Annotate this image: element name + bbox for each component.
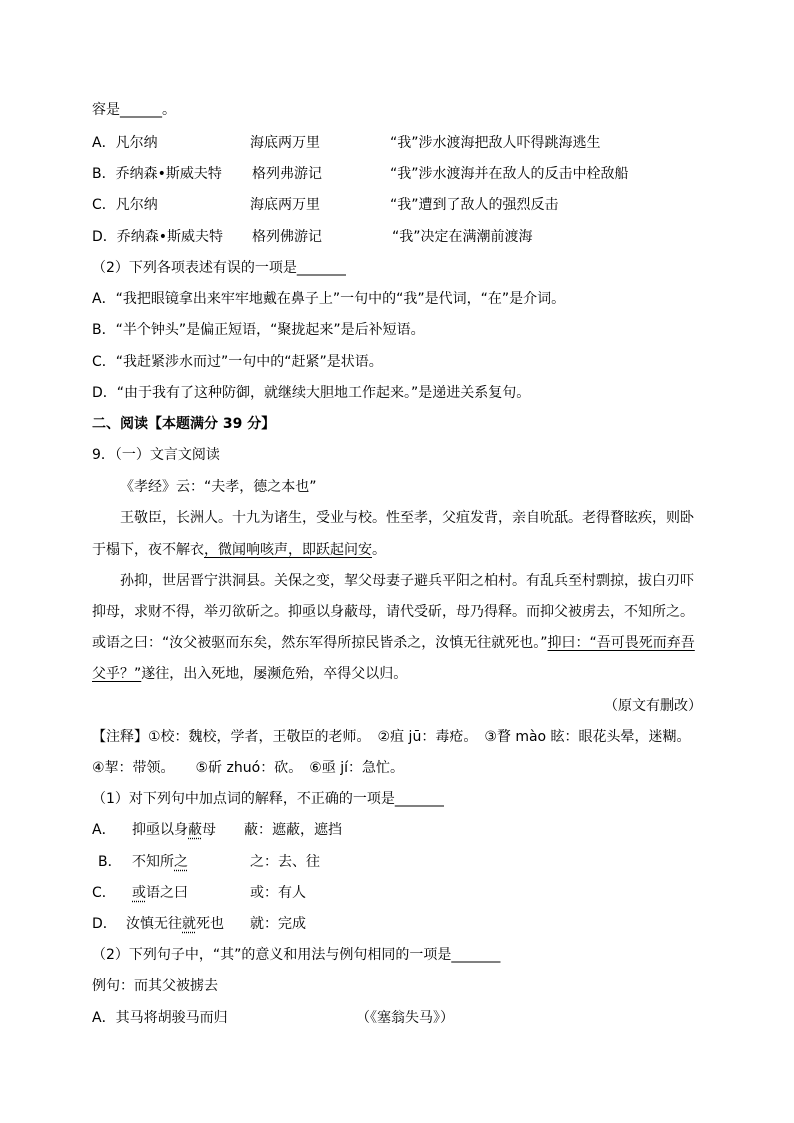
q8-option-b	[0, 164, 794, 184]
q9-title: 9．（一）文言文阅读	[92, 447, 220, 463]
text-run: 不知所	[132, 854, 174, 870]
q9-sub1-option-c	[0, 883, 794, 903]
passage-p2-line4	[92, 664, 407, 684]
q8-option-c	[0, 195, 794, 215]
q8-sub2-stem: （2）下列各项表述有误的一项是_______	[92, 260, 346, 276]
q9-sub2-option-a	[0, 1008, 794, 1028]
option-meaning: 就：完成	[250, 916, 306, 932]
option-author: C．凡尔纳	[92, 197, 158, 213]
q8-sub2-option-a: A．“我把眼镜拿出来牢牢地戴在鼻子上”一句中的“我”是代词，“在”是介词。	[92, 291, 566, 307]
passage-quote: 《孝经》云：“夫孝，德之本也”	[120, 479, 317, 495]
q9-sub1-option-d	[0, 914, 794, 934]
option-sentence	[126, 914, 224, 934]
text-run: 于榻下，夜不解衣	[92, 542, 204, 558]
option-detail: “我”涉水渡海把敌人吓得跳海逃生	[390, 135, 601, 151]
option-sentence	[132, 852, 188, 872]
q8-option-a	[0, 133, 794, 153]
text-run: 抑亟以身	[132, 822, 188, 838]
option-letter: B．	[98, 854, 122, 870]
option-author: D．乔纳森•斯威夫特	[92, 229, 224, 245]
passage-p2-line3	[92, 633, 695, 653]
q9-example: 例句：而其父被掳去	[92, 978, 218, 994]
underlined-sentence: ，微闻响咳声，即跃起问安	[204, 542, 372, 558]
option-text: A．其马将胡骏马而归	[92, 1010, 228, 1026]
option-letter: C．	[92, 885, 116, 901]
text-run: 或语之曰：“汝父被驱而东矣，然东军得所掠民皆杀之，汝慎无往就死也。”	[92, 635, 548, 651]
underlined-sentence: 父乎？”	[92, 666, 142, 682]
dotted-word: 就	[182, 916, 196, 932]
option-source: （《塞翁失马》）	[356, 1010, 454, 1026]
text-run: 汝慎无往	[126, 916, 182, 932]
q8-sub2-option-c: C．“我赶紧涉水而过”一句中的“赶紧”是状语。	[92, 354, 383, 370]
option-author: A．凡尔纳	[92, 135, 158, 151]
option-sentence	[132, 883, 188, 903]
text-run: 。	[372, 542, 386, 558]
dotted-word: 之	[174, 854, 188, 870]
passage-p1-line2	[92, 540, 386, 560]
underlined-sentence: 抑曰：“吾可畏死而弃吾	[547, 635, 695, 651]
dotted-word: 蔽	[188, 822, 202, 838]
passage-source: （原文有删改）	[604, 698, 702, 714]
q8-option-d	[0, 227, 794, 247]
passage-p2-line1: 孙抑，世居晋宁洪洞县。关保之变，挈父母妻子避兵平阳之柏村。有乱兵至村剽掠，拔白刃吓	[120, 573, 694, 589]
q8-sub2-option-d: D．“由于我有了这种防御，就继续大胆地工作起来。”是递进关系复句。	[92, 385, 531, 401]
text-run: 死也	[196, 916, 224, 932]
option-sentence	[132, 820, 216, 840]
text-run: 母	[202, 822, 216, 838]
text-run: 语之曰	[146, 885, 188, 901]
passage-p1-line1: 王敬臣，长洲人。十九为诸生，受业与校。性至孝，父疽发背，亲自吮舐。老得瞀眩疾，则卧	[120, 510, 694, 526]
q8-sub2-option-b: B．“半个钟头”是偏正短语，“聚拢起来”是后补短语。	[92, 322, 425, 338]
dotted-word: 或	[132, 885, 146, 901]
section-heading: 二、阅读【本题满分 39 分】	[92, 416, 276, 432]
option-letter: D．	[92, 916, 117, 932]
option-author: B．乔纳森•斯威夫特	[92, 166, 222, 182]
passage-p2-line2: 抑母，求财不得，举刃欲斫之。抑亟以身蔽母，请代受斫，母乃得释。而抑父被虏去，不知所之。	[92, 604, 694, 620]
text-run: 遂往，出入死地，屡濒危殆，卒得父以归。	[141, 666, 408, 682]
q9-sub1-option-b	[0, 852, 794, 872]
q9-sub2-stem: （2）下列句子中，“其”的意义和用法与例句相同的一项是_______	[92, 947, 501, 963]
option-book: 海底两万里	[250, 197, 320, 213]
option-detail: “我”遭到了敌人的强烈反击	[390, 197, 559, 213]
notes-line2: ④挈：带领。 ⑤斫 zhuó：砍。 ⑥亟 jí：急忙。	[92, 760, 404, 776]
option-detail: “我”涉水渡海并在敌人的反击中栓敌船	[390, 166, 629, 182]
option-meaning: 或：有人	[250, 885, 306, 901]
q9-sub1-option-a	[0, 820, 794, 840]
option-meaning: 之：去、往	[250, 854, 320, 870]
option-letter: A．	[92, 822, 116, 838]
notes-line1: 【注释】①校：魏校，学者，王敬臣的老师。 ②疽 jū：毒疮。 ③瞀 mào 眩：眼花头晕，迷糊。	[92, 729, 691, 745]
q8-stem-end: 容是______。	[92, 102, 176, 118]
option-meaning: 蔽：遮蔽，遮挡	[244, 822, 342, 838]
option-book: 格列弗游记	[252, 166, 322, 182]
option-book: 格列佛游记	[252, 229, 322, 245]
option-detail: “我”决定在满潮前渡海	[392, 229, 533, 245]
option-book: 海底两万里	[250, 135, 320, 151]
q9-sub1-stem: （1）对下列句中加点词的解释，不正确的一项是_______	[92, 791, 444, 807]
